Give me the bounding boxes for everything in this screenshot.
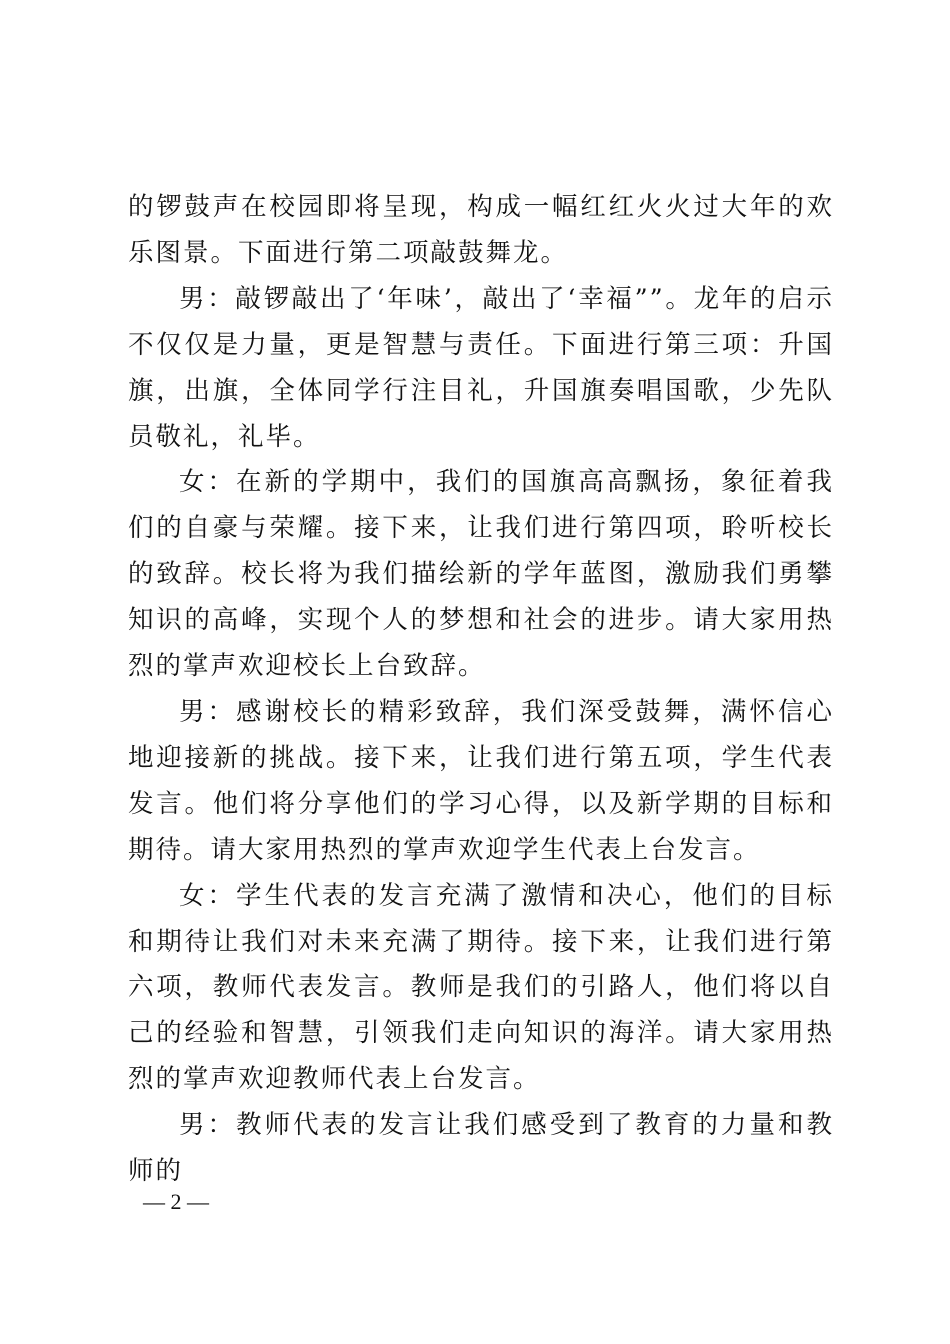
page-number: — 2 — (143, 1189, 209, 1214)
paragraph-female-host-1: 女：在新的学期中，我们的国旗高高飘扬，象征着我们的自豪与荣耀。接下来，让我们进行第四项，聆听校长的致辞。校长将为我们描绘新的学年蓝图，激励我们勇攀知识的高峰，实现个人的梦想和社会的进步。请大家用热烈的掌声欢迎校长上台致辞。 (128, 467, 834, 682)
document-body (128, 185, 834, 1195)
paragraph-male-host-2: 男：感谢校长的精彩致辞，我们深受鼓舞，满怀信心地迎接新的挑战。接下来，让我们进行第五项，学生代表发言。他们将分享他们的学习心得，以及新学期的目标和期待。请大家用热烈的掌声欢迎学生代表上台发言。 (128, 696, 834, 865)
paragraph-female-host-2: 女：学生代表的发言充满了激情和决心，他们的目标和期待让我们对未来充满了期待。接下来，让我们进行第六项，教师代表发言。教师是我们的引路人，他们将以自己的经验和智慧，引领我们走向知识的海洋。请大家用热烈的掌声欢迎教师代表上台发言。 (128, 880, 834, 1095)
paragraph-male-host-1: 男：敲锣敲出了‘年味’，敲出了‘幸福””。龙年的启示不仅仅是力量，更是智慧与责任。下面进行第三项：升国旗，出旗，全体同学行注目礼，升国旗奏唱国歌，少先队员敬礼，礼毕。 (128, 283, 834, 452)
paragraph-continuation: 的锣鼓声在校园即将呈现，构成一幅红红火火过大年的欢乐图景。下面进行第二项敲鼓舞龙。 (128, 192, 834, 268)
paragraph-male-host-3: 男：教师代表的发言让我们感受到了教育的力量和教师的 (128, 1110, 834, 1187)
